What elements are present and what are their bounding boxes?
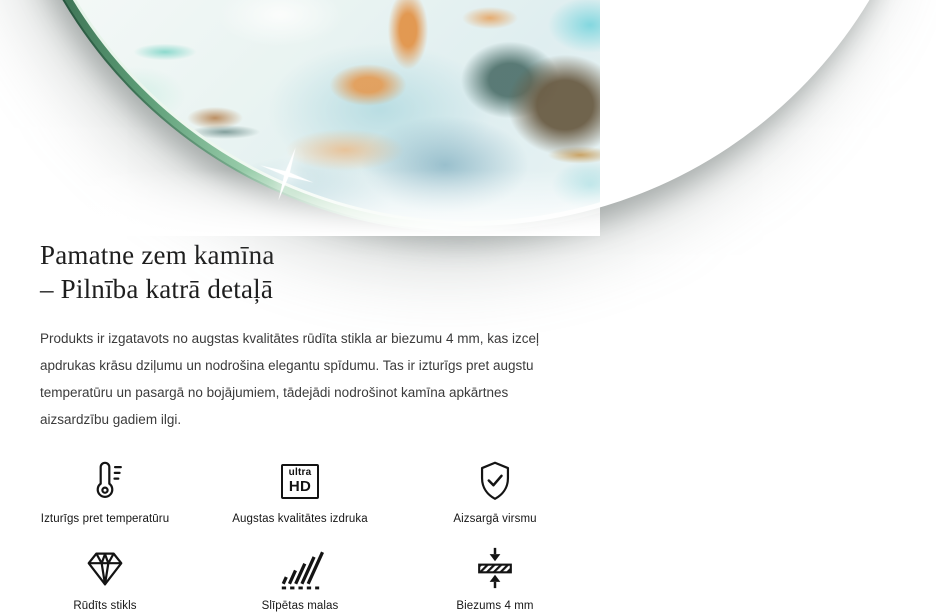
hero-product-image bbox=[0, 0, 600, 236]
thermometer-icon bbox=[82, 458, 128, 504]
ultra-hd-text-top: ultra bbox=[288, 466, 312, 478]
feature-print-quality bbox=[210, 458, 390, 525]
feature-label: Rūdīts stikls bbox=[73, 600, 137, 612]
page-title bbox=[40, 238, 560, 306]
feature-thickness bbox=[390, 545, 600, 612]
diamond-icon bbox=[82, 545, 128, 591]
beveled-edges-icon bbox=[277, 545, 323, 591]
product-description: Produkts ir izgatavots no augstas kvalitātes rūdīta stikla ar biezumu 4 mm, kas izceļ apdrukas krāsu dziļumu un nodrošina elegantu spīdumu. Tas ir izturīgs pret augstu temperatūru un pasargā no bojājumiem, tādejādi nodrošinot kamīna apkārtnes aizsardzību gadiem ilgi. bbox=[40, 331, 539, 427]
feature-label: Izturīgs pret temperatūru bbox=[40, 513, 170, 525]
feature-surface-protection bbox=[390, 458, 600, 525]
page-title-line1: Pamatne zem kamīna bbox=[40, 240, 275, 270]
feature-temperature bbox=[0, 458, 210, 525]
feature-label: Aizsargā virsmu bbox=[453, 513, 537, 525]
features-grid bbox=[0, 458, 600, 612]
feature-polished-edges bbox=[210, 545, 390, 612]
feature-tempered-glass bbox=[0, 545, 210, 612]
content-section bbox=[0, 238, 600, 433]
feature-label: Augstas kvalitātes izdruka bbox=[232, 513, 368, 525]
ultra-hd-text-bottom: HD bbox=[288, 477, 312, 495]
page-title-line2: – Pilnība katrā detaļā bbox=[40, 274, 274, 304]
ultra-hd-icon bbox=[281, 458, 320, 504]
feature-label: Biezums 4 mm bbox=[456, 600, 534, 612]
feature-label: Slīpētas malas bbox=[261, 600, 339, 612]
thickness-icon bbox=[472, 545, 518, 591]
shield-check-icon bbox=[472, 458, 518, 504]
